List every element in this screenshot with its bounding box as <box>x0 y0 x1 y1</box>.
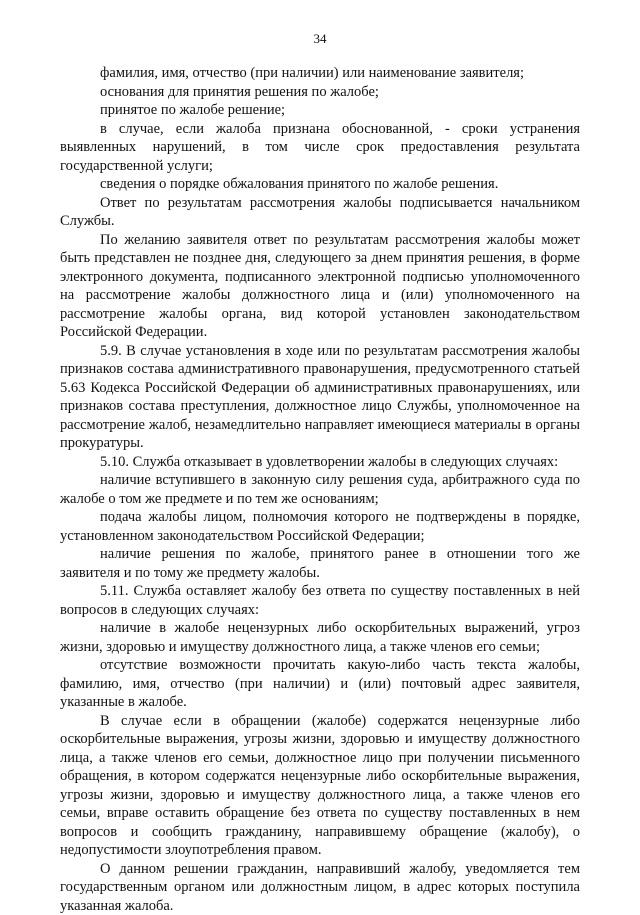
paragraph: отсутствие возможности прочитать какую-либо часть текста жалобы, фамилию, имя, отчество (при наличии) и (или) почтовый адрес заявителя, указанные в жалобе. <box>60 656 580 712</box>
paragraph: 5.10. Служба отказывает в удовлетворении жалобы в следующих случаях: <box>60 453 580 472</box>
paragraph: 5.11. Служба оставляет жалобу без ответа по существу поставленных в ней вопросов в следующих случаях: <box>60 582 580 619</box>
paragraph: 5.9. В случае установления в ходе или по результатам рассмотрения жалобы признаков состава административного правонарушения, предусмотренного статьей 5.63 Кодекса Российской Федерации об административных правонарушениях, или признаков состава преступления, должностное лицо Службы, уполномоченное на рассмотрение жалоб, незамедлительно направляет имеющиеся материалы в органы прокуратуры. <box>60 342 580 453</box>
page-number: 34 <box>0 31 640 47</box>
paragraph: В случае если в обращении (жалобе) содержатся нецензурные либо оскорбительные выражения, угрозы жизни, здоровью и имуществу должностного лица, а также членов его семьи, должностное лицо при получении письменного обращения, в котором содержатся нецензурные либо оскорбительные выражения, угрозы жизни, здоровью и имуществу должностного лица, а также членов его семьи, вправе оставить обращение без ответа по существу поставленных в нем вопросов и сообщить гражданину, направившему обращение (жалобу), о недопустимости злоупотребления правом. <box>60 712 580 860</box>
paragraph: Ответ по результатам рассмотрения жалобы подписывается начальником Службы. <box>60 194 580 231</box>
paragraph: подача жалобы лицом, полномочия которого не подтверждены в порядке, установленном законодательством Российской Федерации; <box>60 508 580 545</box>
paragraph: наличие решения по жалобе, принятого ранее в отношении того же заявителя и по тому же предмету жалобы. <box>60 545 580 582</box>
paragraph: наличие вступившего в законную силу решения суда, арбитражного суда по жалобе о том же предмете и по тем же основаниям; <box>60 471 580 508</box>
paragraph: основания для принятия решения по жалобе; <box>60 83 580 102</box>
document-body <box>60 64 580 915</box>
paragraph: По желанию заявителя ответ по результатам рассмотрения жалобы может быть представлен не позднее дня, следующего за днем принятия решения, в форме электронного документа, подписанного электронной подписью уполномоченного на рассмотрение жалобы должностного лица и (или) уполномоченного на рассмотрение жалобы органа, вид которой установлен законодательством Российской Федерации. <box>60 231 580 342</box>
paragraph: сведения о порядке обжалования принятого по жалобе решения. <box>60 175 580 194</box>
paragraph: принятое по жалобе решение; <box>60 101 580 120</box>
paragraph: наличие в жалобе нецензурных либо оскорбительных выражений, угроз жизни, здоровью и имуществу должностного лица, а также членов его семьи; <box>60 619 580 656</box>
paragraph: О данном решении гражданин, направивший жалобу, уведомляется тем государственным органом или должностным лицом, в адрес которых поступила указанная жалоба. <box>60 860 580 915</box>
paragraph: в случае, если жалоба признана обоснованной, - сроки устранения выявленных нарушений, в том числе срок предоставления результата государственной услуги; <box>60 120 580 176</box>
paragraph: фамилия, имя, отчество (при наличии) или наименование заявителя; <box>60 64 580 83</box>
